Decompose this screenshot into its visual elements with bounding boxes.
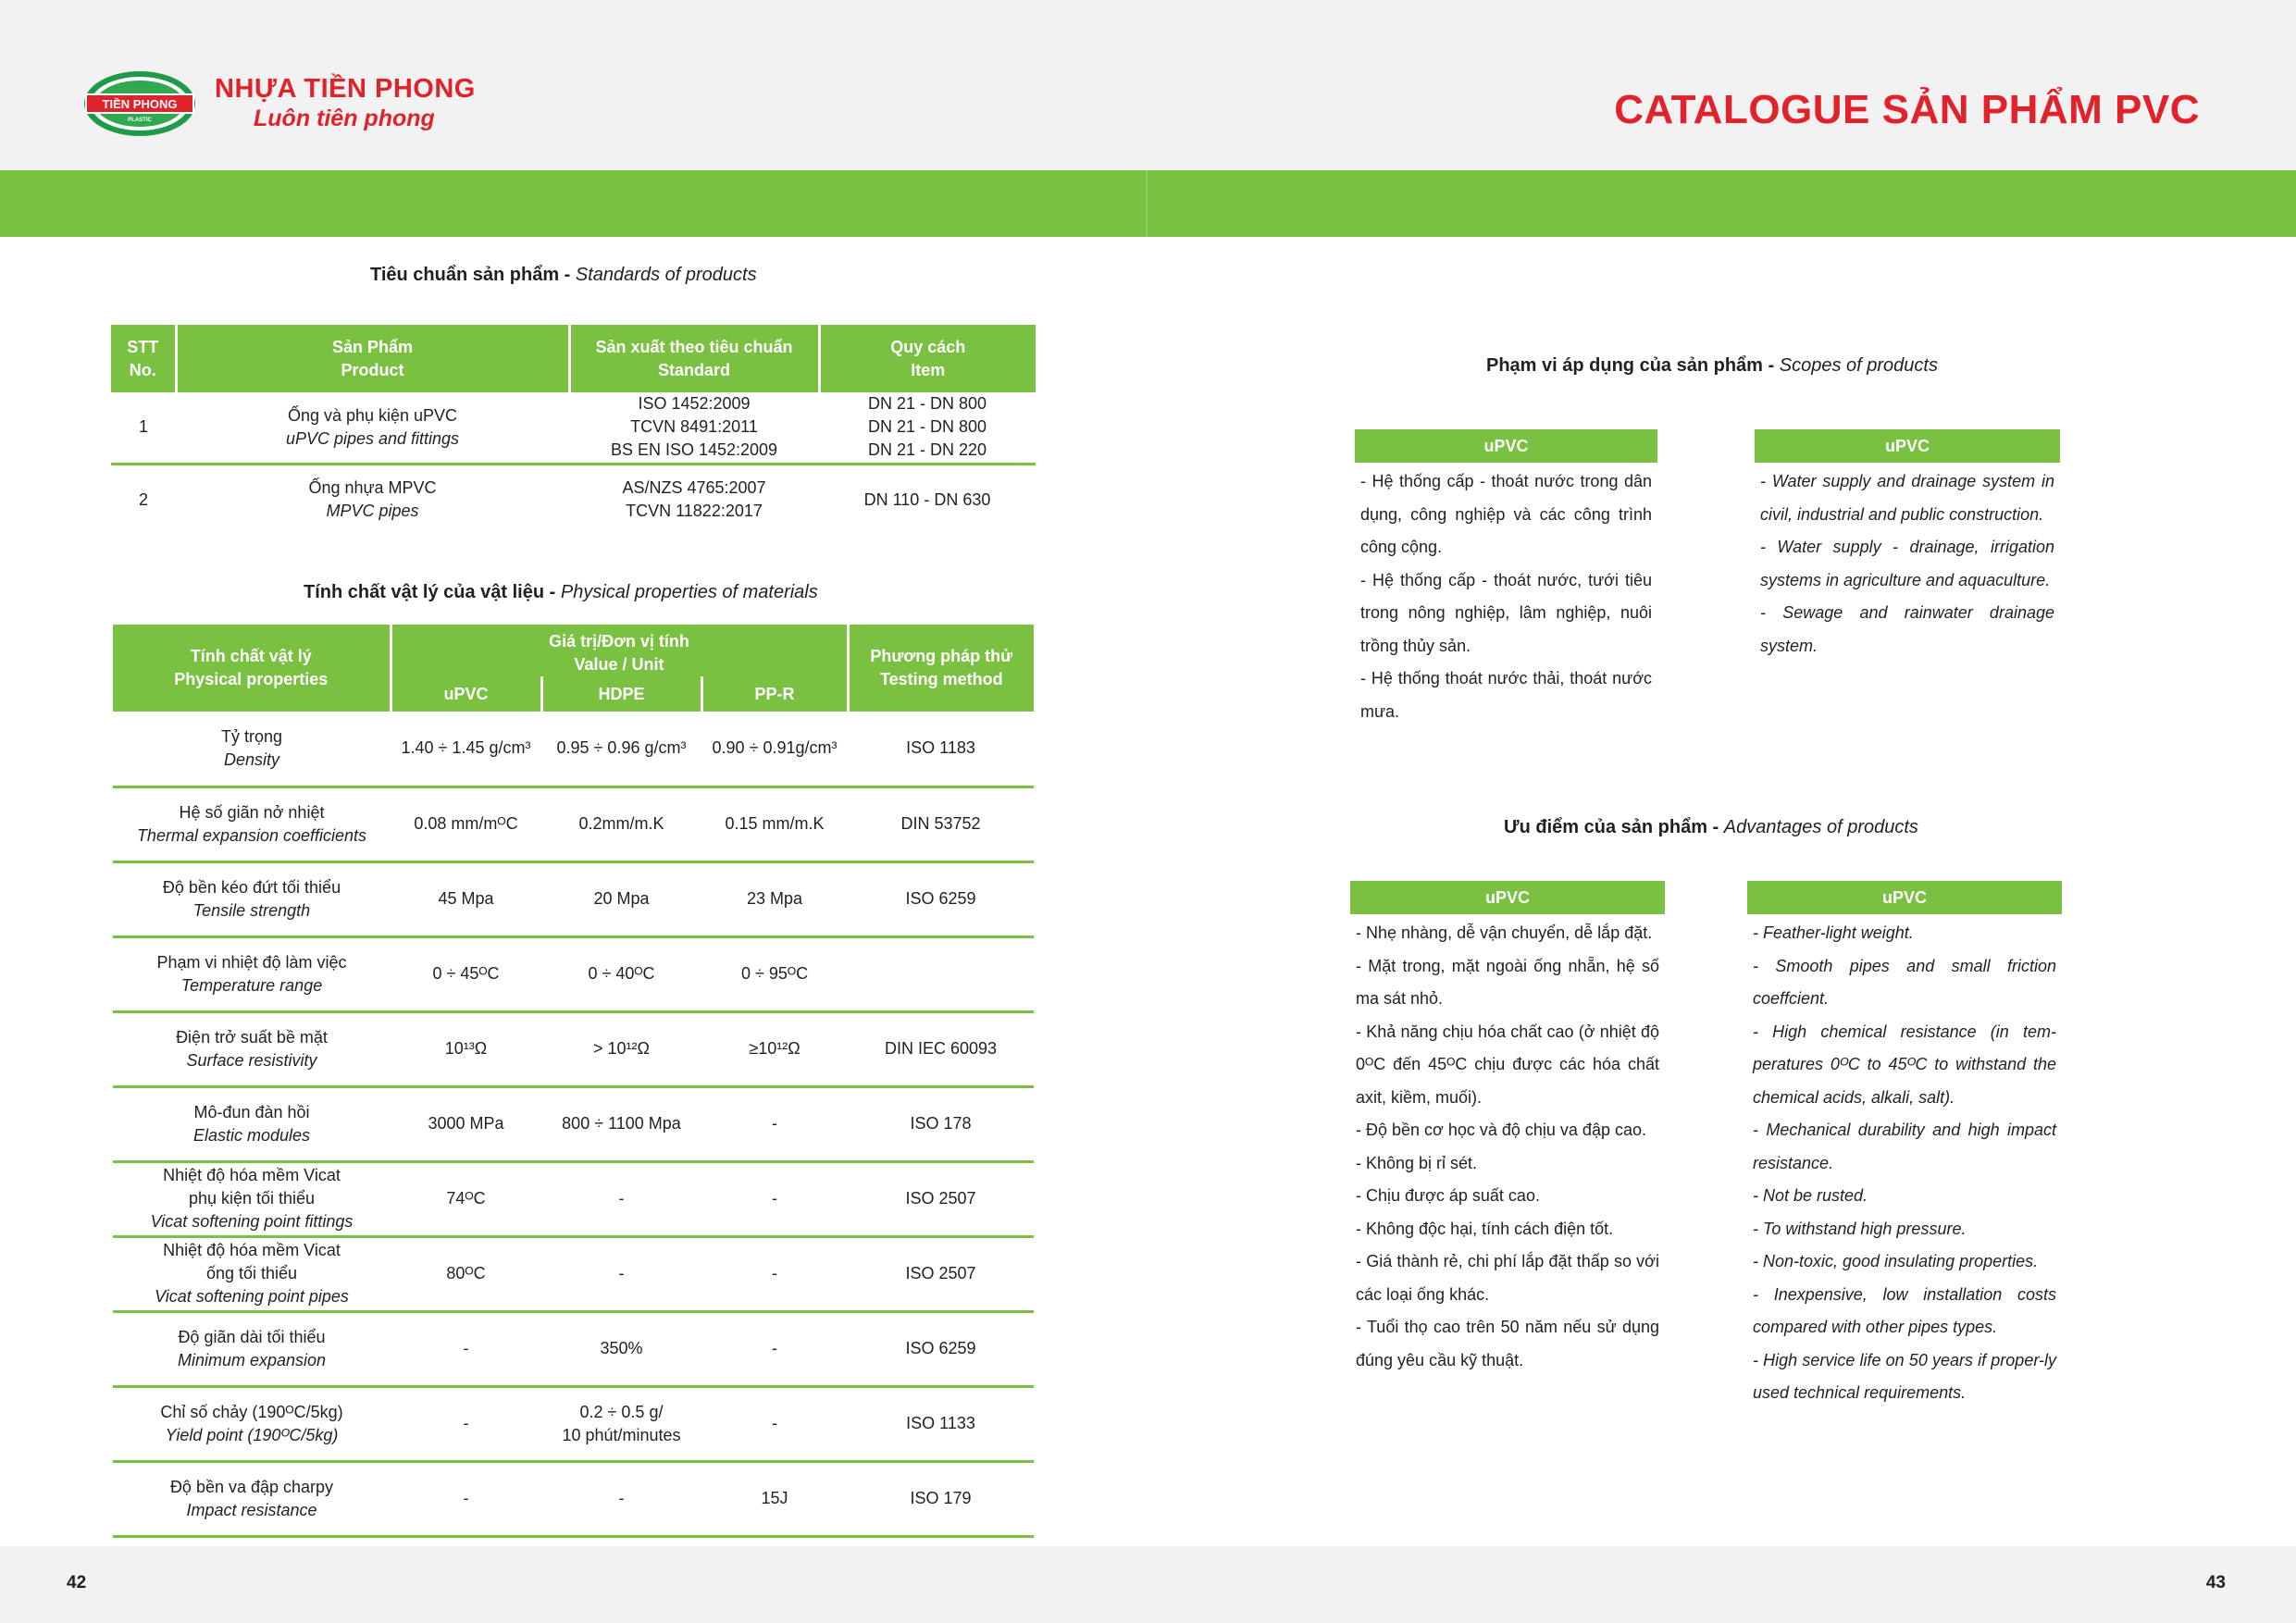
hdpe-value: -: [541, 1161, 701, 1236]
upvc-value: -: [391, 1386, 541, 1461]
advantages-title-en: Advantages of products: [1723, 817, 1918, 837]
property-name: Độ bền kéo đứt tối thiểu Tensile strength: [113, 861, 391, 936]
property-name: Điện trở suất bề mặt Surface resistivity: [113, 1011, 391, 1086]
testing-method: ISO 6259: [848, 1311, 1034, 1386]
header-product: Sản Phẩm Product: [176, 325, 569, 392]
header-method: Phương pháp thử Testing method: [848, 625, 1034, 712]
scopes-vi-body: [1355, 463, 1657, 728]
header-item: Quy cách Item: [819, 325, 1036, 392]
upvc-value: 74ᴼC: [391, 1161, 541, 1236]
ppr-value: -: [701, 1386, 848, 1461]
list-item: - Not be rusted.: [1753, 1186, 1868, 1205]
list-item: - Hệ thống cấp - thoát nước, tưới tiêu trong nông nghiệp, lâm nghiệp, nuôi trồng thủy sản.: [1360, 570, 1652, 655]
logo-sub-text: PLASTIC: [128, 118, 152, 123]
upvc-value: 1.40 ÷ 1.45 g/cm³: [391, 712, 541, 787]
list-item: - Không độc hại, tính cách điện tốt.: [1356, 1219, 1614, 1238]
page-split-divider: [1146, 170, 1148, 237]
list-item: - Chịu được áp suất cao.: [1356, 1186, 1540, 1205]
property-name: Hệ số giãn nở nhiệt Thermal expansion coefficients: [113, 787, 391, 861]
list-item: - Độ bền cơ học và độ chịu va đập cao.: [1356, 1121, 1646, 1139]
list-item: - To withstand high pressure.: [1753, 1219, 1967, 1238]
physical-title: [304, 582, 818, 603]
scopes-vi-box: [1355, 429, 1657, 728]
page-footer: [0, 1546, 2296, 1623]
table-row: [113, 861, 1034, 936]
hdpe-value: 20 Mpa: [541, 861, 701, 936]
standards-title-en: Standards of products: [575, 265, 757, 285]
list-item: - Inexpensive, low installation costs compared with other pipes types.: [1753, 1284, 2056, 1336]
row-item: DN 110 - DN 630: [863, 489, 991, 509]
scopes-title-vi: Phạm vi áp dụng của sản phẩm -: [1486, 355, 1780, 376]
list-item: - Giá thành rẻ, chi phí lắp đặt thấp so với các loại ống khác.: [1356, 1252, 1659, 1304]
brand-slogan: Luôn tiên phong: [254, 105, 435, 131]
advantages-title-vi: Ưu điểm của sản phẩm -: [1504, 817, 1724, 837]
testing-method: ISO 6259: [848, 861, 1034, 936]
row-no: 1: [111, 392, 176, 464]
hdpe-value: 0.2 ÷ 0.5 g/ 10 phút/minutes: [541, 1386, 701, 1461]
ppr-value: -: [701, 1086, 848, 1161]
page-number-left: 42: [67, 1573, 87, 1592]
table-row: [113, 1461, 1034, 1536]
list-item: - Khả năng chịu hóa chất cao (ở nhiệt độ 0ᴼC đến 45ᴼC chịu được các hóa chất axit, kiềm, muối).: [1356, 1022, 1659, 1107]
list-item: - Mechanical durability and high impact resistance.: [1753, 1121, 2056, 1172]
physical-properties-table: [113, 625, 1034, 1538]
property-name: Nhiệt độ hóa mềm Vicat phụ kiện tối thiểu Vicat softening point fittings: [113, 1161, 391, 1236]
row-product: Ống và phụ kiện uPVC uPVC pipes and fittings: [176, 392, 569, 464]
hdpe-value: 800 ÷ 1100 Mpa: [541, 1086, 701, 1161]
table-row: [111, 464, 1036, 535]
hdpe-value: 0 ÷ 40ᴼC: [541, 936, 701, 1011]
hdpe-value: 350%: [541, 1311, 701, 1386]
header-no: STT No.: [111, 325, 176, 392]
row-standard: AS/NZS 4765:2007 TCVN 11822:2017: [622, 478, 766, 521]
property-name: Phạm vi nhiệt độ làm việc Temperature range: [113, 936, 391, 1011]
brand-name: NHỰA TIỀN PHONG: [215, 74, 476, 104]
standards-title-vi: Tiêu chuẩn sản phẩm -: [370, 265, 576, 285]
physical-header-row: [113, 625, 1034, 676]
catalogue-title: CATALOGUE SẢN PHẨM PVC: [1614, 87, 2200, 132]
upvc-value: 80ᴼC: [391, 1236, 541, 1311]
ppr-value: -: [701, 1311, 848, 1386]
header-ppr: PP-R: [701, 676, 848, 712]
logo-text: TIỀN PHONG: [102, 97, 178, 111]
list-item: - Sewage and rainwater drainage system.: [1760, 603, 2054, 655]
scopes-title-en: Scopes of products: [1779, 355, 1938, 376]
hdpe-value: -: [541, 1461, 701, 1536]
testing-method: ISO 1183: [848, 712, 1034, 787]
upvc-value: -: [391, 1461, 541, 1536]
standards-title: [370, 265, 757, 286]
ppr-value: -: [701, 1161, 848, 1236]
upvc-value: 3000 MPa: [391, 1086, 541, 1161]
hdpe-value: -: [541, 1236, 701, 1311]
advantages-en-box: [1747, 881, 2062, 1410]
testing-method: ISO 1133: [848, 1386, 1034, 1461]
header-hdpe: HDPE: [541, 676, 701, 712]
testing-method: DIN IEC 60093: [848, 1011, 1034, 1086]
scopes-en-head: uPVC: [1755, 429, 2060, 463]
table-row: [113, 1011, 1034, 1086]
row-standard: ISO 1452:2009 TCVN 8491:2011 BS EN ISO 1452:2009: [569, 392, 819, 464]
testing-method: [848, 936, 1034, 1011]
list-item: - Hệ thống cấp - thoát nước trong dân dụng, công nghiệp và các công trình công cộng.: [1360, 472, 1652, 556]
hdpe-value: 0.95 ÷ 0.96 g/cm³: [541, 712, 701, 787]
header-value: Giá trị/Đơn vị tính Value / Unit: [391, 625, 848, 676]
hdpe-value: 0.2mm/m.K: [541, 787, 701, 861]
row-item: DN 21 - DN 800 DN 21 - DN 800 DN 21 - DN 220: [819, 392, 1036, 464]
table-row: [113, 712, 1034, 787]
advantages-vi-body: [1350, 914, 1665, 1377]
row-no: 2: [138, 489, 148, 509]
physical-title-vi: Tính chất vật lý của vật liệu -: [304, 582, 561, 602]
list-item: - Feather-light weight.: [1753, 923, 1914, 942]
header-standard: Sản xuất theo tiêu chuẩn Standard: [569, 325, 819, 392]
ppr-value: 15J: [701, 1461, 848, 1536]
property-name: Tỷ trọng Density: [113, 712, 391, 787]
table-row: [113, 1311, 1034, 1386]
advantages-en-head: uPVC: [1747, 881, 2062, 914]
table-row: [113, 936, 1034, 1011]
advantages-title: [1504, 817, 1918, 838]
list-item: - High service life on 50 years if proper-ly used technical requirements.: [1753, 1350, 2056, 1402]
ppr-value: 0.15 mm/m.K: [701, 787, 848, 861]
advantages-vi-box: [1350, 881, 1665, 1377]
property-name: Độ bền va đập charpy Impact resistance: [113, 1461, 391, 1536]
property-name: Chỉ số chảy (190ᴼC/5kg) Yield point (190ᴼC/5kg): [113, 1386, 391, 1461]
standards-header-row: [111, 325, 1036, 392]
tien-phong-logo: [83, 70, 196, 137]
table-row: [113, 787, 1034, 861]
scopes-en-box: [1755, 429, 2060, 663]
table-row: [113, 1236, 1034, 1311]
upvc-value: -: [391, 1311, 541, 1386]
table-row: [113, 1086, 1034, 1161]
testing-method: ISO 179: [848, 1461, 1034, 1536]
scopes-vi-head: uPVC: [1355, 429, 1657, 463]
ppr-value: 0.90 ÷ 0.91g/cm³: [701, 712, 848, 787]
standards-table: [111, 325, 1036, 535]
green-band: [0, 170, 2296, 237]
ppr-value: -: [701, 1236, 848, 1311]
row-product: Ống nhựa MPVC MPVC pipes: [308, 478, 437, 521]
upvc-value: 0 ÷ 45ᴼC: [391, 936, 541, 1011]
list-item: - Smooth pipes and small friction coeffcient.: [1753, 956, 2056, 1008]
page-number-right: 43: [2205, 1573, 2226, 1592]
ppr-value: 23 Mpa: [701, 861, 848, 936]
header-upvc: uPVC: [391, 676, 541, 712]
list-item: - Water supply - drainage, irrigation systems in agriculture and aquaculture.: [1760, 538, 2054, 589]
testing-method: ISO 2507: [848, 1161, 1034, 1236]
testing-method: DIN 53752: [848, 787, 1034, 861]
table-row: [111, 392, 1036, 464]
table-row: [113, 1386, 1034, 1461]
list-item: - Không bị rỉ sét.: [1356, 1153, 1478, 1172]
ppr-value: 0 ÷ 95ᴼC: [701, 936, 848, 1011]
header-property: Tính chất vật lý Physical properties: [113, 625, 391, 712]
testing-method: ISO 2507: [848, 1236, 1034, 1311]
list-item: - Nhẹ nhàng, dễ vận chuyển, dễ lắp đặt.: [1356, 923, 1653, 942]
upvc-value: 45 Mpa: [391, 861, 541, 936]
list-item: - Mặt trong, mặt ngoài ống nhẵn, hệ số ma sát nhỏ.: [1356, 956, 1659, 1008]
hdpe-value: > 10¹²Ω: [541, 1011, 701, 1086]
list-item: - Non-toxic, good insulating properties.: [1753, 1252, 2039, 1270]
advantages-vi-head: uPVC: [1350, 881, 1665, 914]
property-name: Nhiệt độ hóa mềm Vicat ống tối thiểu Vicat softening point pipes: [113, 1236, 391, 1311]
physical-title-en: Physical properties of materials: [560, 582, 818, 602]
list-item: - Water supply and drainage system in civil, industrial and public construction.: [1760, 472, 2054, 524]
scopes-en-body: [1755, 463, 2060, 663]
table-row: [113, 1161, 1034, 1236]
property-name: Độ giãn dài tối thiểu Minimum expansion: [113, 1311, 391, 1386]
scopes-title: [1486, 355, 1938, 377]
upvc-value: 10¹³Ω: [391, 1011, 541, 1086]
testing-method: ISO 178: [848, 1086, 1034, 1161]
list-item: - Hệ thống thoát nước thải, thoát nước mưa.: [1360, 669, 1652, 721]
upvc-value: 0.08 mm/mᴼC: [391, 787, 541, 861]
advantages-en-body: [1747, 914, 2062, 1410]
list-item: - High chemical resistance (in tem-peratures 0ᴼC to 45ᴼC to withstand the chemical acids, alkali, salt).: [1753, 1022, 2056, 1107]
ppr-value: ≥10¹²Ω: [701, 1011, 848, 1086]
list-item: - Tuổi thọ cao trên 50 năm nếu sử dụng đúng yêu cầu kỹ thuật.: [1356, 1318, 1659, 1369]
property-name: Mô-đun đàn hồi Elastic modules: [113, 1086, 391, 1161]
